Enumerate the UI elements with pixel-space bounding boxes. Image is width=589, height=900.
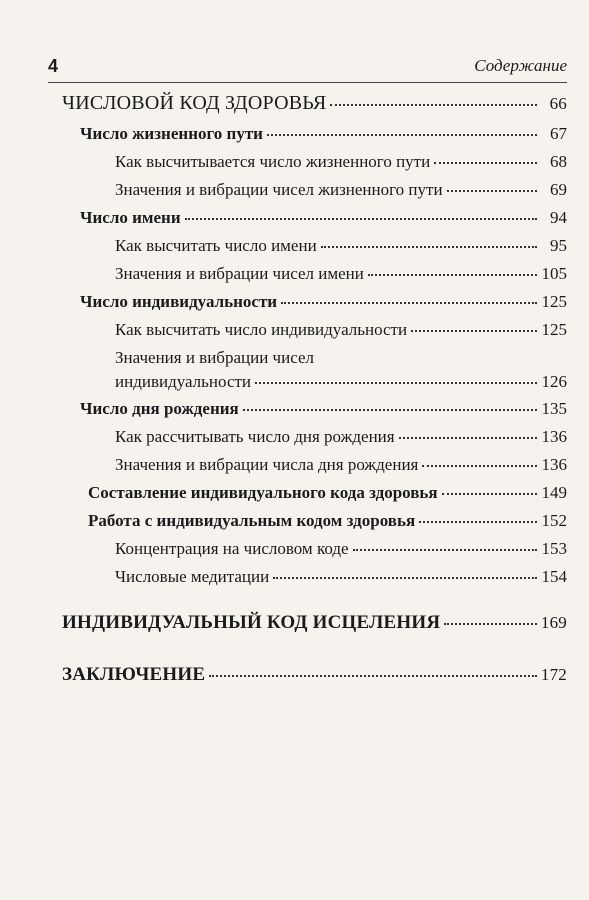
toc-entry-page: 105 — [541, 264, 567, 283]
toc-entry-page: 125 — [541, 320, 567, 339]
toc-entry-label: Работа с индивидуальным кодом здоровья — [88, 511, 416, 530]
toc-entry-kak-vyschitat-imeni[interactable] — [115, 236, 567, 256]
toc-entry-page: 135 — [541, 399, 567, 418]
leader-dots — [281, 302, 537, 304]
toc-entry-label: Концентрация на числовом коде — [115, 539, 349, 558]
toc-entry-znacheniya-imeni[interactable] — [115, 264, 567, 284]
toc-entry-label: Число имени — [80, 208, 181, 227]
toc-entry-label: Число жизненного пути — [80, 124, 263, 143]
toc-entry-page: 126 — [541, 372, 567, 391]
toc-entry-chislo-individualnosti[interactable] — [80, 292, 567, 312]
leader-dots — [255, 382, 537, 384]
leader-dots — [419, 521, 537, 523]
toc-entry-rabota-s-kodom[interactable] — [88, 511, 567, 531]
toc-entry-label: индивидуальности — [115, 372, 252, 391]
toc-entry-label: Значения и вибрации чисел имени — [115, 264, 364, 283]
leader-dots — [399, 437, 537, 439]
leader-dots — [411, 330, 537, 332]
toc-entry-chislovoy-kod[interactable] — [62, 92, 567, 115]
toc-entry-page: 136 — [541, 455, 567, 474]
toc-entry-page: 136 — [541, 427, 567, 446]
leader-dots — [368, 274, 537, 276]
toc-entry-page: 152 — [541, 511, 567, 530]
toc-entry-znacheniya-zhiznennogo-puti[interactable] — [115, 180, 567, 200]
leader-dots — [321, 246, 537, 248]
toc-entry-label: ЧИСЛОВОЙ КОД ЗДОРОВЬЯ — [62, 92, 327, 114]
leader-dots — [243, 409, 537, 411]
toc-entry-label: Значения и вибрации чисел жизненного пути — [115, 180, 443, 199]
toc-entry-znacheniya-dnya-rozhdeniya[interactable] — [115, 455, 567, 475]
toc-entry-zaklyuchenie[interactable] — [62, 664, 567, 686]
toc-entry-meditacii[interactable] — [115, 567, 567, 587]
toc-entry-sostavlenie-koda[interactable] — [88, 483, 567, 503]
leader-dots — [267, 134, 537, 136]
leader-dots — [353, 549, 537, 551]
toc-entry-label: Как рассчитывать число дня рождения — [115, 427, 395, 446]
leader-dots — [422, 465, 537, 467]
toc-entry-label: Как высчитать число индивидуальности — [115, 320, 408, 339]
toc-entry-label: Число индивидуальности — [80, 292, 278, 311]
toc-entry-chislo-dnya-rozhdeniya[interactable] — [80, 399, 567, 419]
toc-entry-page: 172 — [540, 665, 567, 684]
toc-entry-znacheniya-individualnosti[interactable] — [115, 372, 567, 392]
toc-entry-label: ИНДИВИДУАЛЬНЫЙ КОД ИСЦЕЛЕНИЯ — [62, 612, 441, 633]
toc-entry-label: Значения и вибрации числа дня рождения — [115, 455, 419, 474]
toc-entry-page: 68 — [550, 152, 567, 171]
toc-entry-kak-vyschitat-individualnosti[interactable] — [115, 320, 567, 340]
leader-dots — [434, 162, 537, 164]
leader-dots — [185, 218, 537, 220]
leader-dots — [444, 623, 537, 625]
toc-entry-koncentraciya[interactable] — [115, 539, 567, 559]
toc-entry-page: 66 — [549, 94, 567, 113]
toc-entry-page: 169 — [540, 613, 567, 632]
toc-entry-label: Как высчитывается число жизненного пути — [115, 152, 431, 171]
running-title: Содержание — [474, 56, 567, 75]
toc-entry-page: 153 — [541, 539, 567, 558]
toc-entry-label: Как высчитать число имени — [115, 236, 317, 255]
toc-entry-label-line1: Значения и вибрации чисел — [115, 348, 314, 367]
toc-entry-page: 67 — [550, 124, 567, 143]
toc-entry-page: 94 — [550, 208, 567, 227]
toc-entry-chislo-imeni[interactable] — [80, 208, 567, 228]
leader-dots — [447, 190, 537, 192]
leader-dots — [330, 104, 537, 106]
toc-entry-label: Составление индивидуального кода здоровья — [88, 483, 438, 502]
toc-entry-kak-vyschityvaetsya[interactable] — [115, 152, 567, 172]
toc-entry-chislo-zhiznennogo-puti[interactable] — [80, 124, 567, 144]
toc-entry-page: 154 — [541, 567, 567, 586]
toc-entry-page: 69 — [550, 180, 567, 199]
page-number: 4 — [48, 56, 59, 76]
leader-dots — [273, 577, 537, 579]
toc-entry-label: Число дня рождения — [80, 399, 239, 418]
leader-dots — [442, 493, 537, 495]
toc-entry-label: ЗАКЛЮЧЕНИЕ — [62, 664, 206, 685]
leader-dots — [209, 675, 537, 677]
toc-entry-page: 149 — [541, 483, 567, 502]
toc-entry-label: Числовые медитации — [115, 567, 270, 586]
toc-entry-page: 125 — [541, 292, 567, 311]
toc-entry-individualnyy-kod-isceleniya[interactable] — [62, 612, 567, 634]
toc-entry-kak-rasschityvat[interactable] — [115, 427, 567, 447]
toc-entry-page: 95 — [550, 236, 567, 255]
